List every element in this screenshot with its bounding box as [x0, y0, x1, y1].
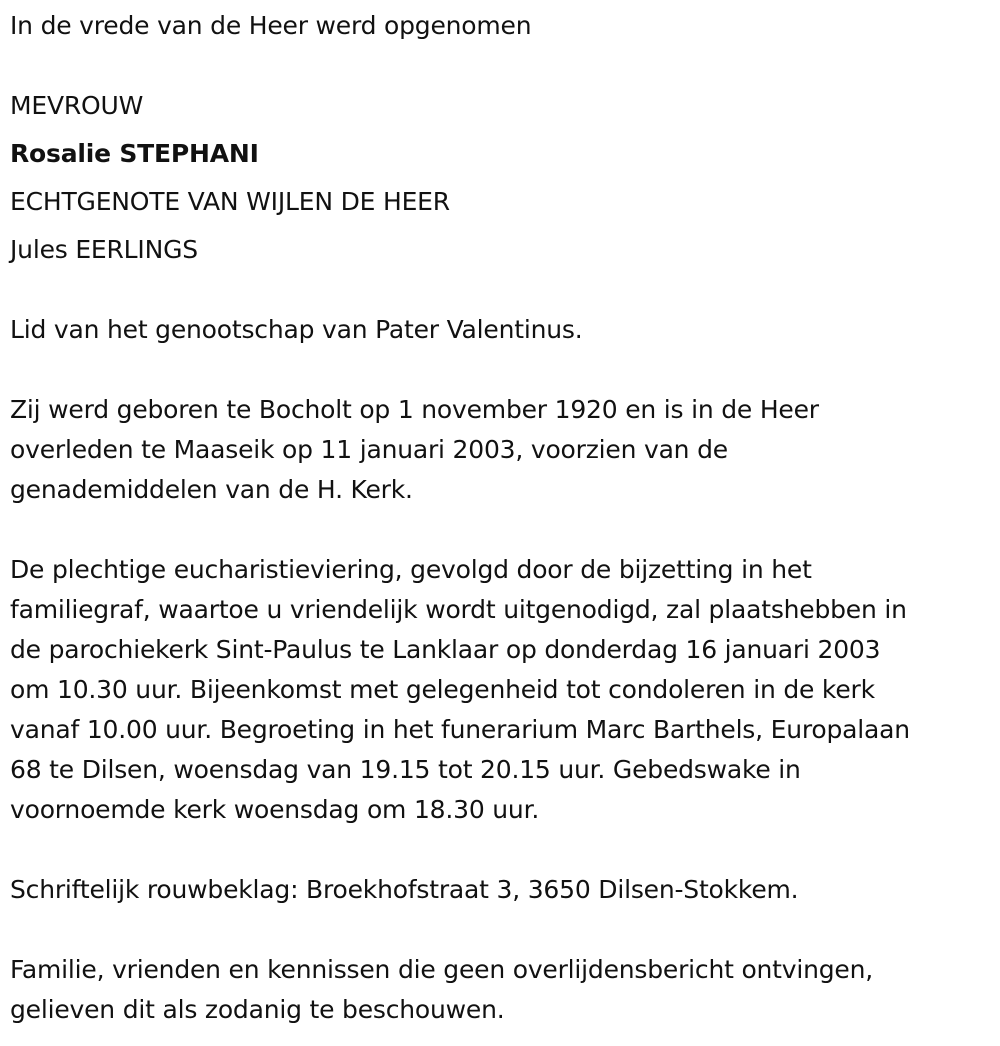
closing-paragraph	[10, 950, 995, 1030]
membership-text: Lid van het genootschap van Pater Valentinus.	[10, 315, 583, 344]
deceased-name-wrap	[10, 134, 995, 174]
death-notice	[10, 6, 995, 1030]
relation-text: ECHTGENOTE VAN WIJLEN DE HEER	[10, 187, 450, 216]
paragraph-line: overleden te Maaseik op 11 januari 2003, voorzien van de	[10, 435, 728, 464]
paragraph-line: Zij werd geboren te Bocholt op 1 november 1920 en is in de Heer	[10, 395, 819, 424]
paragraph-line: genademiddelen van de H. Kerk.	[10, 475, 413, 504]
birth-death-paragraph	[10, 390, 995, 510]
condolence-address: Schriftelijk rouwbeklag: Broekhofstraat 3, 3650 Dilsen-Stokkem.	[10, 875, 799, 904]
paragraph-line: 68 te Dilsen, woensdag van 19.15 tot 20.15 uur. Gebedswake in	[10, 755, 801, 784]
spacer	[10, 830, 995, 870]
spacer	[10, 510, 995, 550]
spacer	[10, 350, 995, 390]
spacer	[10, 46, 995, 86]
spouse-name: Jules EERLINGS	[10, 235, 198, 264]
intro-text: In de vrede van de Heer werd opgenomen	[10, 11, 532, 40]
spacer	[10, 910, 995, 950]
paragraph-line: gelieven dit als zodanig te beschouwen.	[10, 995, 505, 1024]
paragraph-line: de parochiekerk Sint-Paulus te Lanklaar op donderdag 16 januari 2003	[10, 635, 881, 664]
paragraph-line: vanaf 10.00 uur. Begroeting in het funerarium Marc Barthels, Europalaan	[10, 715, 910, 744]
deceased-name: Rosalie STEPHANI	[10, 139, 259, 168]
ceremony-paragraph	[10, 550, 995, 830]
spacer	[10, 270, 995, 310]
paragraph-line: De plechtige eucharistieviering, gevolgd door de bijzetting in het	[10, 555, 812, 584]
paragraph-line: om 10.30 uur. Bijeenkomst met gelegenheid tot condoleren in de kerk	[10, 675, 875, 704]
honorific: MEVROUW	[10, 91, 144, 120]
paragraph-line: voornoemde kerk woensdag om 18.30 uur.	[10, 795, 540, 824]
paragraph-line: familiegraf, waartoe u vriendelijk wordt uitgenodigd, zal plaatshebben in	[10, 595, 907, 624]
paragraph-line: Familie, vrienden en kennissen die geen overlijdensbericht ontvingen,	[10, 955, 874, 984]
